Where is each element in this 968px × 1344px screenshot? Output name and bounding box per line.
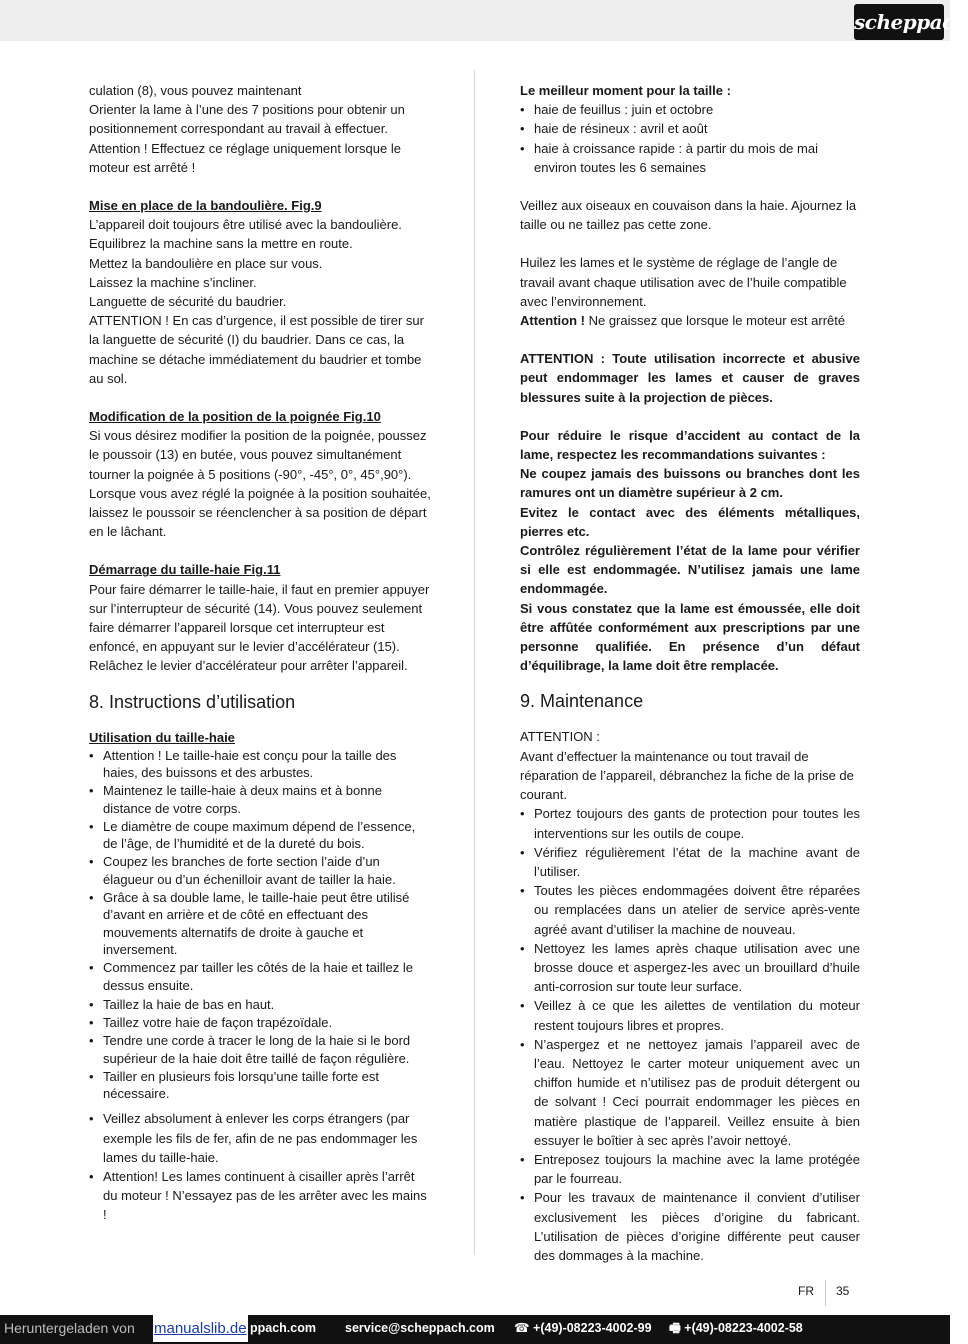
left-column — [89, 81, 431, 1225]
safety-line: Si vous constatez que la lame est émoussée, elle doit être affûtée conformément aux prescriptions par une personne qualifiée. En présence d’un défaut d’équilibrage, la lame doit être remplacée. — [520, 600, 860, 674]
list-item: • Commencez par tailler les côtés de la haie et taillez le dessus ensuite. — [89, 959, 431, 994]
section-title-start: Démarrage du taille-haie Fig.11 — [89, 562, 281, 578]
intro-line: culation (8), vous pouvez maintenant — [89, 83, 302, 98]
scheppach-logo: scheppach — [854, 4, 944, 40]
strap-line: Languette de sécurité du baudrier. — [89, 294, 287, 310]
list-item: • Attention ! Le taille-haie est conçu pour la taille des haies, des buissons et des arbustes. — [89, 747, 431, 782]
manualslib-link[interactable]: manualslib.de — [153, 1315, 248, 1342]
header-bar — [0, 0, 968, 41]
oil-attention-label: Attention ! — [520, 313, 585, 329]
phone-text: ☎ +(49)-08223-4002-99 — [514, 1321, 652, 1335]
section-title-handle: Modification de la position de la poignée Fig.10 — [89, 409, 381, 425]
list-item: • Veillez à ce que les ailettes de ventilation du moteur restent toujours libres et propres. — [520, 996, 860, 1034]
list-item: • Maintenez le taille-haie à deux mains et à bonne distance de votre corps. — [89, 782, 431, 817]
website-text: ppach.com — [250, 1321, 316, 1335]
column-divider — [474, 70, 475, 1255]
list-item: • Le diamètre de coupe maximum dépend de l’essence, de l’âge, de l’humidité et de la dureté du bois. — [89, 818, 431, 853]
list-item: • Tendre une corde à tracer le long de la haie si le bord supérieur de la haie doit être taillé de façon régulière. — [89, 1032, 431, 1067]
heading-instructions: 8. Instructions d’utilisation — [89, 691, 296, 712]
strap-line: L’appareil doit toujours être utilisé avec la bandoulière. — [89, 217, 402, 233]
start-paragraph: Pour faire démarrer le taille-haie, il faut en premier appuyer sur l’interrupteur de sécurité (14). Vous pouvez seulement faire démarrer l’appareil lorsque cet interrupteur est enfoncé, en appuyant sur le levier d’accélérateur (15). Relâchez le levier d’accélérateur pour arrêter l’appareil. — [89, 581, 430, 674]
list-item: • Taillez la haie de bas en haut. — [89, 996, 431, 1014]
list-item: • Veillez absolument à enlever les corps étrangers (par exemple les fils de fer, afin de ne pas endommager les lames du taille-haie. — [89, 1109, 431, 1167]
maintenance-intro: Avant d’effectuer la maintenance ou tout travail de réparation de l’appareil, débranchez la fiche de la prise de courant. — [520, 748, 854, 803]
page-number: 35 — [836, 1284, 850, 1298]
list-item: • haie de résineux : avril et août — [520, 119, 860, 138]
strap-line: Laissez la machine s’incliner. — [89, 274, 257, 290]
footer-separator — [825, 1280, 826, 1306]
list-item: • Tailler en plusieurs fois lorsqu’une taille forte est nécessaire. — [89, 1068, 431, 1103]
maintenance-list — [520, 804, 860, 1265]
safety-line: Ne coupez jamais des buissons ou branches dont les ramures ont un diamètre supérieur à 2 cm. — [520, 466, 860, 501]
heading-maintenance: 9. Maintenance — [520, 691, 644, 712]
list-item: • Attention! Les lames continuent à cisailler après l’arrêt du moteur ! N’essayez pas de les arrêter avec les mains ! — [89, 1167, 431, 1225]
strap-line: Mettez la bandoulière en place sur vous. — [89, 255, 323, 271]
list-item: • Vérifiez régulièrement l’état de la machine avant de l’utiliser. — [520, 843, 860, 881]
downloaded-from-label: Heruntergeladen von — [4, 1320, 135, 1336]
list-item: • Grâce à sa double lame, le taille-haie peut être utilisé d’avant en arrière et de côté en effectuant des mouvements alternatifs de droite à gauche et inversement. — [89, 889, 431, 959]
list-item: • Entreposez toujours la machine avec la lame protégée par le fourreau. — [520, 1150, 860, 1188]
list-item: • Portez toujours des gants de protection pour toutes les interventions sur les outils de coupe. — [520, 804, 860, 842]
email-text: service@scheppach.com — [345, 1321, 495, 1335]
list-item: • N’aspergez et ne nettoyez jamais l’appareil avec de l’eau. Nettoyez le carter moteur uniquement avec un chiffon humide et n’utilisez pas de produit détergent ou de solvant ! Ceci pourrait endommager les pièces en matière plastique de l’appareil. Veillez ensuite à bien essuyer le boîtier à sec après l’avoir nettoyé. — [520, 1035, 860, 1150]
handle-paragraph: Si vous désirez modifier la position de la poignée, poussez le poussoir (13) en butée, vous pouvez simultanément tourner la poignée à 5 positions (-90°, -45°, 0°, 45°,90°). Lorsque vous avez réglé la poignée à la position souhaitée, laissez le poussoir se réenclencher à sa position de départ en le lâchant. — [89, 428, 431, 540]
oil-paragraph: Huilez les lames et le système de réglage de l’angle de travail avant chaque utilisation avec de l’huile compatible avec l’environnement. — [520, 255, 847, 309]
safety-intro: Pour réduire le risque d’accident au contact de la lame, respectez les recommandations suivantes : — [520, 427, 860, 463]
list-item: • Nettoyez les lames après chaque utilisation avec une brosse douce et aspergez-les avec un brouillard d’huile anti-corrosion sur toute leur surface. — [520, 939, 860, 997]
safety-line: Contrôlez régulièrement l’état de la lame pour vérifier si elle est endommagée. N’utilisez jamais une lame endommagée. — [520, 543, 860, 597]
oil-attention-text: Ne graissez que lorsque le moteur est arrêté — [584, 313, 846, 329]
strap-line: Equilibrez la machine sans la mettre en route. — [89, 236, 353, 252]
list-item: • haie de feuillus : juin et octobre — [520, 100, 860, 119]
strap-warning: ATTENTION ! En cas d’urgence, il est possible de tirer sur la languette de sécurité (I) du baudrier. Dans ce cas, la machine se détache immédiatement du baudrier et tombe au sol. — [89, 313, 424, 386]
list-item: • haie à croissance rapide : à partir du mois de mai environ toutes les 6 semaines — [520, 139, 860, 177]
best-time-title: Le meilleur moment pour la taille : — [520, 83, 731, 98]
list-item: • Pour les travaux de maintenance il convient d’utiliser exclusivement les pièces d’origine du fabricant. L’utilisation de pièces d’origine différente peut causer des dommages à la machine. — [520, 1188, 860, 1265]
section-title-usage: Utilisation du taille-haie — [89, 729, 235, 745]
best-time-list — [520, 100, 860, 177]
right-column — [520, 81, 860, 1265]
list-item: • Taillez votre haie de façon trapézoïdale. — [89, 1014, 431, 1032]
list-item: • Toutes les pièces endommagées doivent être réparées ou remplacées dans un atelier de service après-vente agréé avant d’utiliser la machine de nouveau. — [520, 881, 860, 939]
warning-paragraph: ATTENTION : Toute utilisation incorrecte et abusive peut endommager les lames et causer de graves blessures suite à la projection de pièces. — [520, 351, 860, 405]
intro-paragraph: Orienter la lame à l’une des 7 positions pour obtenir un positionnement correspondant au travail à effectuer. Attention ! Effectuez ce réglage uniquement lorsque le moteur est arrêté ! — [89, 102, 405, 175]
language-code: FR — [798, 1284, 814, 1298]
usage-list-2 — [89, 1109, 431, 1224]
birds-paragraph: Veillez aux oiseaux en couvaison dans la haie. Ajournez la taille ou ne taillez pas cette zone. — [520, 198, 857, 233]
list-item: • Coupez les branches de forte section l’aide d’un élagueur ou d’un échenilloir avant de tailler la haie. — [89, 853, 431, 888]
footer-bar — [0, 1315, 950, 1344]
maintenance-attention: ATTENTION : — [520, 729, 600, 745]
usage-list — [89, 747, 431, 1103]
safety-line: Evitez le contact avec des éléments métalliques, pierres etc. — [520, 504, 860, 539]
oil-attention — [520, 311, 860, 330]
fax-text: 🖷 +(49)-08223-4002-58 — [669, 1321, 803, 1335]
section-title-strap: Mise en place de la bandoulière. Fig.9 — [89, 198, 322, 214]
